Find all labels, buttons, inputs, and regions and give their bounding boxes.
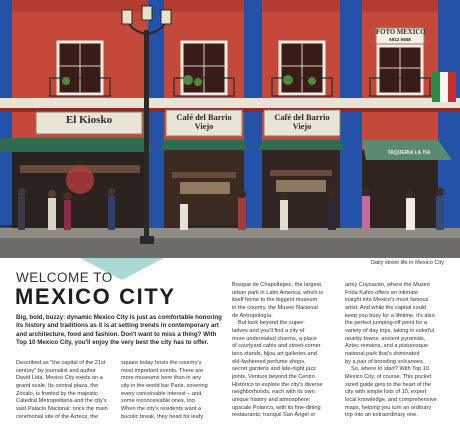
body-line: century" by journalist and author (16, 367, 97, 374)
body-line: most important events. There are (121, 367, 204, 374)
body-line: restaurants; tranquil San Ángel or (232, 412, 316, 419)
body-line: local knowledge, and comprehensive (345, 396, 437, 403)
body-line: bucolic break, they head for leafy (121, 413, 204, 420)
sign-foto-phone: 5512 6658 (389, 37, 411, 42)
body-line: unique history and atmosphere: (232, 396, 311, 403)
body-line: upscale Polanco, with its fine-dining (232, 404, 321, 411)
body-line: of courtyard cafés and street-corner (232, 343, 321, 350)
body-line: latives and you'll find a city of (232, 327, 305, 334)
body-line: keep you busy for a lifetime, it's also (345, 312, 435, 319)
body-line: Frida Kahlo offers an intimate (345, 289, 418, 296)
body-line: more museums here than in any (121, 375, 202, 382)
photo-caption: Daily street life in Mexico City (370, 260, 444, 266)
body-line: every conceivable interest – and (121, 390, 202, 397)
body-line: artist. And while the capital could (345, 304, 427, 311)
body-line: variety of day trips, taking in colorful (345, 327, 434, 334)
body-line: neighborhoods, each with its own (232, 389, 315, 396)
body-line: Described as "the capital of the 21st (16, 360, 106, 366)
body-line: So, where to start? With Top 10 (351, 366, 429, 373)
body-line: de Antropología. (232, 312, 273, 319)
body-line: city in the world bar Paris, covering (121, 382, 208, 389)
body-line: vast Palacio Nacional: once the main (16, 405, 108, 412)
intro-line: Big, bold, buzzy: dynamic Mexico City is just as comfortable honoring (16, 314, 222, 321)
body-line: square today hosts the country's (121, 360, 202, 366)
body-line: itself home to the biggest museum (232, 297, 318, 304)
body-line: insight into Mexico's most famous (345, 297, 429, 304)
body-line: the perfect jumping-off point for a (345, 320, 427, 327)
body-line: secret gardens and late-night jazz (232, 366, 316, 373)
body-line: Bosque de Chapultepec, the largest (232, 282, 321, 288)
intro-line: and architecture, food and fashion. Don't want to miss a thing? With (16, 330, 217, 338)
body-line: grand scale. Its central plaza, the (16, 382, 99, 389)
body-line: old-fashioned perfume shops, (232, 358, 306, 365)
body-line: joints. Venture beyond the Centro (232, 373, 316, 380)
body-line: sized guide gets to the heart of the (345, 381, 431, 388)
page-title: MEXICO CITY (15, 284, 176, 309)
sign-awning: TAQUERIA LA TIA (387, 150, 431, 156)
sign-cafe-left: Café del Barrio Viejo (176, 113, 232, 131)
intro-line: its history and traditions as it is at setting trends in contemporary art (16, 322, 219, 330)
body-line: by a pair of brooding volcanoes. (345, 358, 425, 365)
body-column-4 (345, 282, 450, 420)
body-line: some inconceivable ones, too. (121, 398, 197, 405)
body-line: in the country, the Museo Nacional (232, 304, 318, 311)
body-line: city with simple lists of 10, expert (345, 389, 427, 396)
body-column-2 (121, 360, 226, 421)
body-line: artsy Coyoacán, where the Museo (345, 282, 430, 288)
body-line: ceremonial site of the Aztecs, the (16, 413, 99, 420)
body-line: Zócalo, is fronted by the majestic (16, 390, 98, 397)
body-line: nearby towns, ancient pyramids, (345, 335, 426, 342)
body-line: When the city's residents want a (121, 405, 202, 412)
kicker-heading: WELCOME TO (16, 270, 113, 285)
body-line: David Lida, Mexico City exists on a (16, 375, 103, 382)
body-line: Mexico City, of course. This pocket (345, 373, 432, 380)
intro-line: Top 10 Mexico City, you'll enjoy the very best the city has to offer. (16, 338, 209, 346)
body-line: taco stands, bijou art galleries and (232, 350, 317, 357)
body-column-3 (232, 282, 337, 420)
body-line: Aztec remains, and a picturesque (345, 343, 429, 350)
body-line: Histórico to explore the city's diverse (232, 381, 323, 388)
sign-foto-mexico: FOTO MEXICO (376, 29, 426, 36)
body-line: trip into an extraordinary one. (345, 412, 418, 419)
body-line: national park that's dominated (345, 350, 420, 357)
intro-paragraph (16, 314, 226, 347)
sign-cafe-right: Café del Barrio Viejo (274, 113, 330, 131)
body-column-1 (16, 360, 116, 421)
body-line: But look beyond the super- (238, 320, 305, 327)
body-line: Catedral Metropolitana and the city's (16, 398, 107, 405)
body-line: maps, helping you turn an ordinary (345, 404, 432, 411)
body-line: urban park in Latin America, which is (232, 289, 324, 296)
sign-kiosko: El Kiosko (65, 114, 113, 126)
body-line: more understated charms, a place (232, 335, 317, 342)
